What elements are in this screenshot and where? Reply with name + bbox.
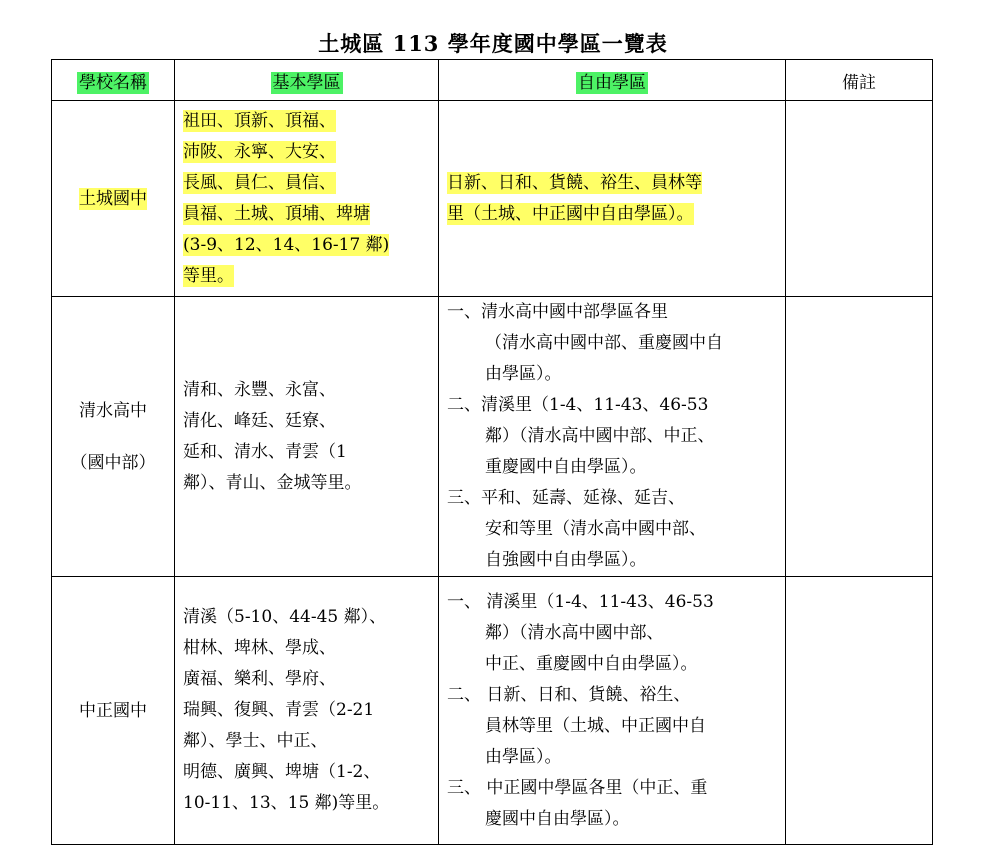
page-title: 土城區 113 學年度國中學區一覽表	[318, 31, 668, 56]
basic-district-line: 員福、土城、頂埔、埤塘	[183, 203, 370, 224]
free-district-item: 三、 中正國中學區各里（中正、重 慶國中自由學區）。	[447, 777, 708, 829]
basic-district-cell	[175, 101, 439, 297]
header-note	[786, 60, 933, 101]
header-school	[52, 60, 175, 101]
free-district-line: 里（土城、中正國中自由學區）。	[447, 203, 694, 224]
school-name-cell	[52, 577, 175, 845]
free-district-item: 一、 清溪里（1-4、11-43、46-53 鄰）（清水高中國中部、 中正、重慶國中自由學區）。	[447, 591, 714, 674]
note-cell	[786, 577, 933, 845]
table-row	[52, 577, 933, 845]
free-district-item: 二、 日新、日和、貨饒、裕生、 員林等里（土城、中正國中自 由學區）。	[447, 684, 706, 767]
school-name: 清水高中	[79, 400, 147, 421]
basic-district-line: 長風、員仁、員信、	[183, 172, 336, 193]
school-name: 中正國中	[79, 700, 147, 721]
basic-district-line: 鄰）、學士、中正、	[183, 731, 328, 751]
free-district-cell	[439, 297, 786, 577]
free-district-line: 日新、日和、貨饒、裕生、員林等	[447, 172, 702, 193]
school-name-cell	[52, 297, 175, 577]
basic-district-line: 清溪（5-10、44-45 鄰）、	[183, 607, 387, 627]
header-school-label: 學校名稱	[79, 72, 147, 93]
free-district-cell	[439, 101, 786, 297]
basic-district-cell	[175, 577, 439, 845]
basic-district-line: (3-9、12、14、16-17 鄰)	[183, 234, 390, 255]
basic-district-cell	[175, 297, 439, 577]
header-free	[439, 60, 786, 101]
school-district-table	[51, 59, 933, 845]
basic-district-line: 延和、清水、青雲（1	[183, 441, 347, 462]
table-row	[52, 101, 933, 297]
school-name: 土城國中	[79, 188, 147, 209]
table-header-row	[52, 60, 933, 101]
basic-district-line: 沛陂、永寧、大安、	[183, 141, 336, 162]
header-basic-label: 基本學區	[272, 72, 341, 93]
note-cell	[786, 101, 933, 297]
basic-district-line: 廣福、樂利、學府、	[183, 669, 336, 689]
free-district-item: 一、清水高中國中部學區各里 （清水高中國中部、重慶國中自 由學區）。	[447, 302, 723, 384]
basic-district-line: 清化、峰廷、廷寮、	[183, 410, 336, 431]
basic-district-line: 明德、廣興、埤塘（1-2、	[183, 762, 381, 782]
table-row	[52, 297, 933, 577]
free-district-item: 二、清溪里（1-4、11-43、46-53 鄰）（清水高中國中部、中正、 重慶國中自由學區）。	[447, 395, 715, 477]
basic-district-line: 瑞興、復興、青雲（2-21	[183, 700, 375, 720]
basic-district-line: 清和、永豐、永富、	[183, 379, 336, 400]
basic-district-line: 10-11、13、15 鄰)等里。	[183, 793, 390, 813]
school-name-suffix: （國中部）	[70, 452, 156, 473]
free-district-item: 三、平和、延壽、延祿、延吉、 安和等里（清水高中國中部、 自強國中自由學區）。	[447, 488, 706, 570]
basic-district-line: 祖田、頂新、頂福、	[183, 110, 336, 131]
basic-district-line: 等里。	[183, 265, 234, 286]
basic-district-line: 柑林、埤林、學成、	[183, 638, 336, 658]
header-free-label: 自由學區	[578, 72, 646, 93]
header-note-label: 備註	[842, 72, 876, 93]
header-basic	[175, 60, 439, 101]
school-name-cell	[52, 101, 175, 297]
free-district-cell	[439, 577, 786, 845]
note-cell	[786, 297, 933, 577]
basic-district-line: 鄰）、青山、金城等里。	[183, 472, 362, 493]
